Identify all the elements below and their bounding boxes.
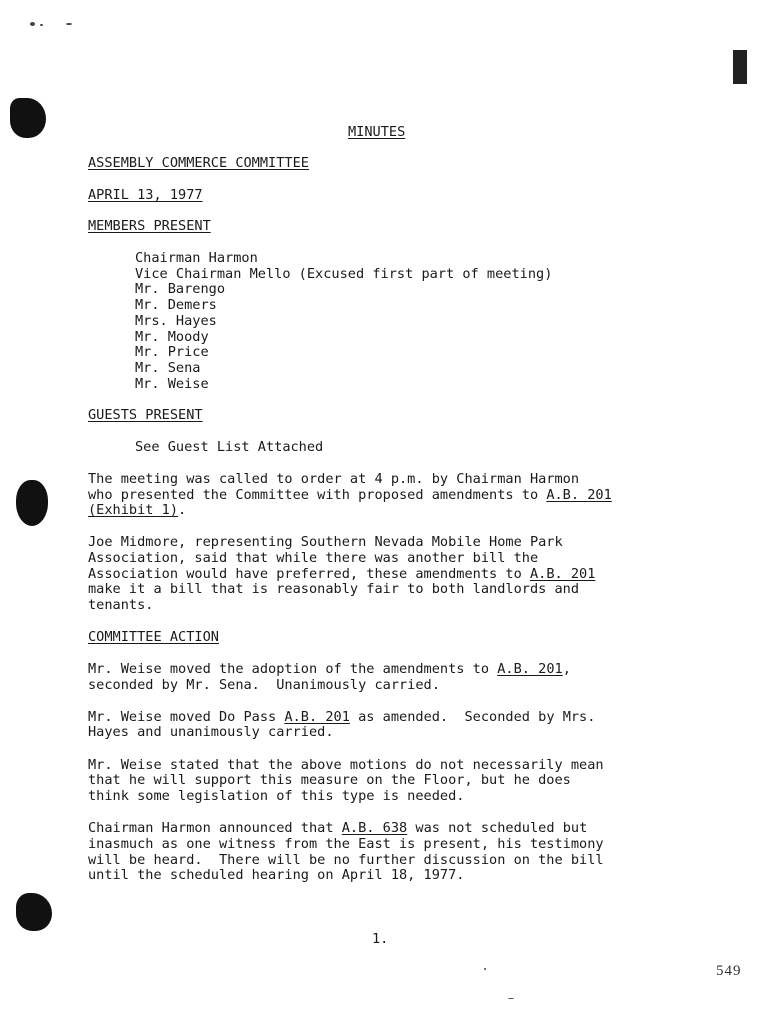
paragraph-line: [88, 821, 587, 837]
punch-hole-mark: [10, 98, 46, 138]
punch-hole-mark: [16, 893, 52, 931]
paragraph-line: will be heard. There will be no further discussion on the bill: [88, 852, 604, 868]
member-item: Mr. Sena: [135, 360, 201, 376]
exhibit-reference: (Exhibit 1): [88, 502, 179, 518]
member-item: Mr. Moody: [135, 329, 209, 345]
bill-reference: A.B. 201: [529, 566, 596, 582]
member-item: Vice Chairman Mello (Excused first part of meeting): [135, 266, 553, 282]
bill-reference: A.B. 201: [497, 661, 563, 677]
members-heading: MEMBERS PRESENT: [88, 218, 211, 234]
line-text: .: [178, 502, 187, 518]
paragraph-line: until the scheduled hearing on April 18, 1977.: [88, 867, 465, 883]
paragraph-line: The meeting was called to order at 4 p.m. by Chairman Harmon: [88, 471, 580, 487]
paragraph-line: think some legislation of this type is needed.: [88, 788, 465, 804]
archive-stamp-number: 549: [716, 963, 742, 979]
line-text: who presented the Committee with proposed amendments to: [88, 487, 547, 503]
meeting-date: APRIL 13, 1977: [88, 187, 203, 203]
line-text: as amended. Seconded by Mrs.: [349, 709, 596, 725]
member-item: Chairman Harmon: [135, 250, 258, 266]
scan-speck: [484, 968, 486, 970]
paragraph-line: Hayes and unanimously carried.: [88, 724, 334, 740]
scan-speck: [508, 998, 514, 999]
line-text: Mr. Weise moved Do Pass: [88, 709, 285, 725]
paragraph-line: that he will support this measure on the Floor, but he does: [88, 772, 571, 788]
member-item: Mrs. Hayes: [135, 313, 217, 329]
paragraph-line: tenants.: [88, 597, 154, 613]
paragraph-line: seconded by Mr. Sena. Unanimously carried.: [88, 677, 440, 693]
scan-speck: [40, 24, 43, 26]
guests-heading: GUESTS PRESENT: [88, 407, 203, 423]
bill-reference: A.B. 201: [546, 487, 612, 503]
paragraph-line: Mr. Weise stated that the above motions do not necessarily mean: [88, 757, 604, 773]
scan-speck: [30, 22, 35, 26]
bill-reference: A.B. 638: [341, 820, 408, 836]
member-item: Mr. Demers: [135, 297, 217, 313]
paragraph-line: [88, 662, 571, 678]
guests-text: See Guest List Attached: [135, 439, 324, 455]
bill-reference: A.B. 201: [284, 709, 350, 725]
committee-name: ASSEMBLY COMMERCE COMMITTEE: [88, 155, 309, 171]
paragraph-line: make it a bill that is reasonably fair to both landlords and: [88, 581, 580, 597]
paragraph-line: Association, said that while there was another bill the: [88, 550, 539, 566]
document-title: MINUTES: [348, 124, 406, 140]
line-text: Mr. Weise moved the adoption of the amendments to: [88, 661, 498, 677]
committee-action-heading: COMMITTEE ACTION: [88, 629, 219, 645]
line-text: Association would have preferred, these amendments to: [88, 566, 530, 582]
line-text: Chairman Harmon announced that: [88, 820, 342, 836]
line-text: was not scheduled but: [407, 820, 588, 836]
member-item: Mr. Barengo: [135, 281, 226, 297]
scan-edge-mark: [733, 50, 747, 84]
page-number: 1.: [372, 931, 389, 947]
paragraph-line: Joe Midmore, representing Southern Nevada Mobile Home Park: [88, 534, 563, 550]
paragraph-line: [88, 503, 186, 519]
paragraph-line: inasmuch as one witness from the East is present, his testimony: [88, 836, 604, 852]
member-item: Mr. Weise: [135, 376, 209, 392]
member-item: Mr. Price: [135, 344, 209, 360]
scan-speck: [66, 23, 72, 25]
punch-hole-mark: [16, 480, 48, 526]
line-text: ,: [562, 661, 571, 677]
